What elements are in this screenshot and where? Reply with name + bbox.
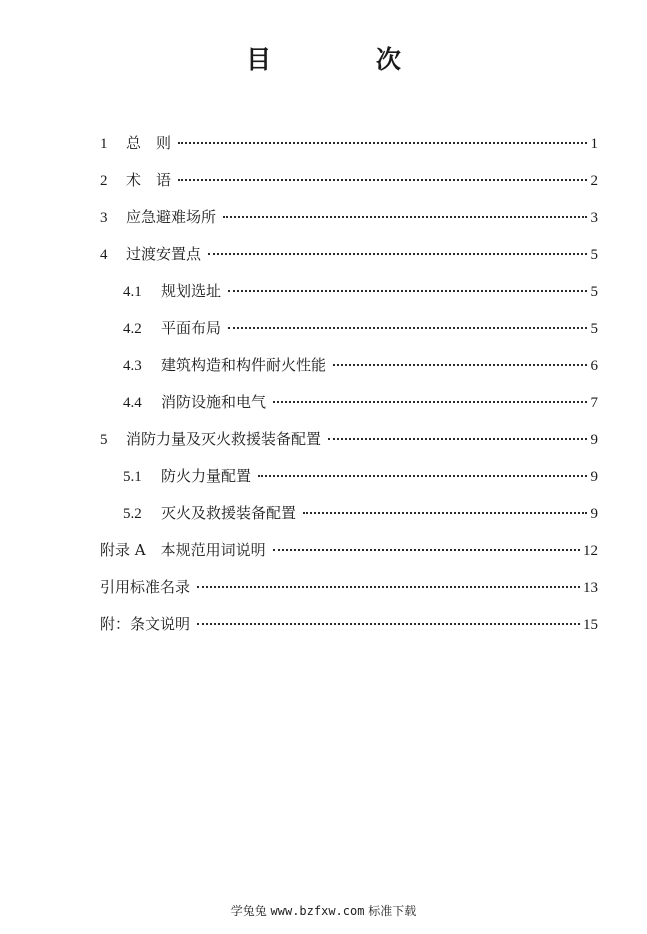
toc-entry-page: 5 (590, 284, 598, 300)
footer-tagline: 标准下载 (368, 904, 417, 918)
toc-entry-page: 12 (583, 543, 598, 559)
toc-entry-title: 规划选址 (161, 282, 222, 300)
toc-entry-number: 5 (100, 432, 108, 448)
toc-entry-title: 消防设施和电气 (161, 393, 267, 411)
toc-entry-title: 消防力量及灭火救援装备配置 (126, 430, 322, 448)
toc-entry-page: 15 (583, 617, 598, 633)
dot-leader (178, 179, 587, 181)
toc-entry-number: 4.1 (123, 284, 142, 300)
toc-entry-page: 5 (590, 321, 598, 337)
dot-leader (258, 475, 587, 477)
toc-entry-references[interactable] (100, 575, 598, 599)
toc-entry-5-1[interactable] (123, 464, 598, 488)
toc-entry-number: 4 (100, 247, 108, 263)
toc-entry-page: 13 (583, 580, 598, 596)
toc-entry-title: 术 语 (126, 171, 172, 189)
toc-entry-4-2[interactable] (123, 316, 598, 340)
dot-leader (208, 253, 587, 255)
dot-leader (228, 290, 587, 292)
dot-leader (333, 364, 587, 366)
toc-entry-title: 总 则 (126, 134, 172, 152)
dot-leader (273, 401, 587, 403)
dot-leader (303, 512, 587, 514)
toc-entry-page: 5 (590, 247, 598, 263)
toc-entry-number: 4.3 (123, 358, 142, 374)
toc-entry-page: 3 (590, 210, 598, 226)
page-footer (0, 902, 647, 919)
toc-entry-3[interactable] (100, 205, 598, 229)
toc-entry-5[interactable] (100, 427, 598, 451)
dot-leader (223, 216, 587, 218)
dot-leader (197, 586, 580, 588)
toc-entry-title: 引用标准名录 (100, 578, 191, 596)
dot-leader (273, 549, 580, 551)
toc-entry-4-4[interactable] (123, 390, 598, 414)
footer-site-name: 学兔兔 (230, 904, 267, 918)
toc-entry-4-1[interactable] (123, 279, 598, 303)
dot-leader (228, 327, 587, 329)
toc-entry-number: 1 (100, 136, 108, 152)
toc-entry-title: 建筑构造和构件耐火性能 (161, 356, 327, 374)
toc-entry-page: 9 (590, 506, 598, 522)
toc-entry-title: 应急避难场所 (126, 208, 217, 226)
toc-entry-page: 1 (590, 136, 598, 152)
toc-entry-number: 4.2 (123, 321, 142, 337)
toc-entry-4-3[interactable] (123, 353, 598, 377)
toc-entry-page: 9 (590, 469, 598, 485)
toc-entry-4[interactable] (100, 242, 598, 266)
footer-url[interactable]: www.bzfxw.com (270, 904, 365, 918)
toc-entry-title: 防火力量配置 (161, 467, 252, 485)
toc-entry-title: 过渡安置点 (126, 245, 202, 263)
toc-entry-explanation[interactable] (100, 612, 598, 636)
dot-leader (197, 623, 580, 625)
toc-entry-number: 4.4 (123, 395, 142, 411)
toc-entry-page: 2 (590, 173, 598, 189)
toc-entry-page: 7 (590, 395, 598, 411)
toc-entry-page: 9 (590, 432, 598, 448)
toc-entry-number: 2 (100, 173, 108, 189)
toc-entry-5-2[interactable] (123, 501, 598, 525)
toc-entry-title: 附：条文说明 (100, 615, 191, 633)
dot-leader (328, 438, 587, 440)
toc-entry-title: 灭火及救援装备配置 (161, 504, 297, 522)
toc-entry-number: 3 (100, 210, 108, 226)
toc-entry-title: 附录 A 本规范用词说明 (100, 541, 266, 559)
toc-entry-title: 平面布局 (161, 319, 222, 337)
toc-entry-1[interactable] (100, 131, 598, 155)
toc-entry-page: 6 (590, 358, 598, 374)
toc-entry-2[interactable] (100, 168, 598, 192)
document-title: 目 次 (246, 45, 449, 74)
toc-entry-number: 5.1 (123, 469, 142, 485)
dot-leader (178, 142, 587, 144)
toc-entry-number: 5.2 (123, 506, 142, 522)
toc-entry-appendix-a[interactable] (100, 538, 598, 562)
